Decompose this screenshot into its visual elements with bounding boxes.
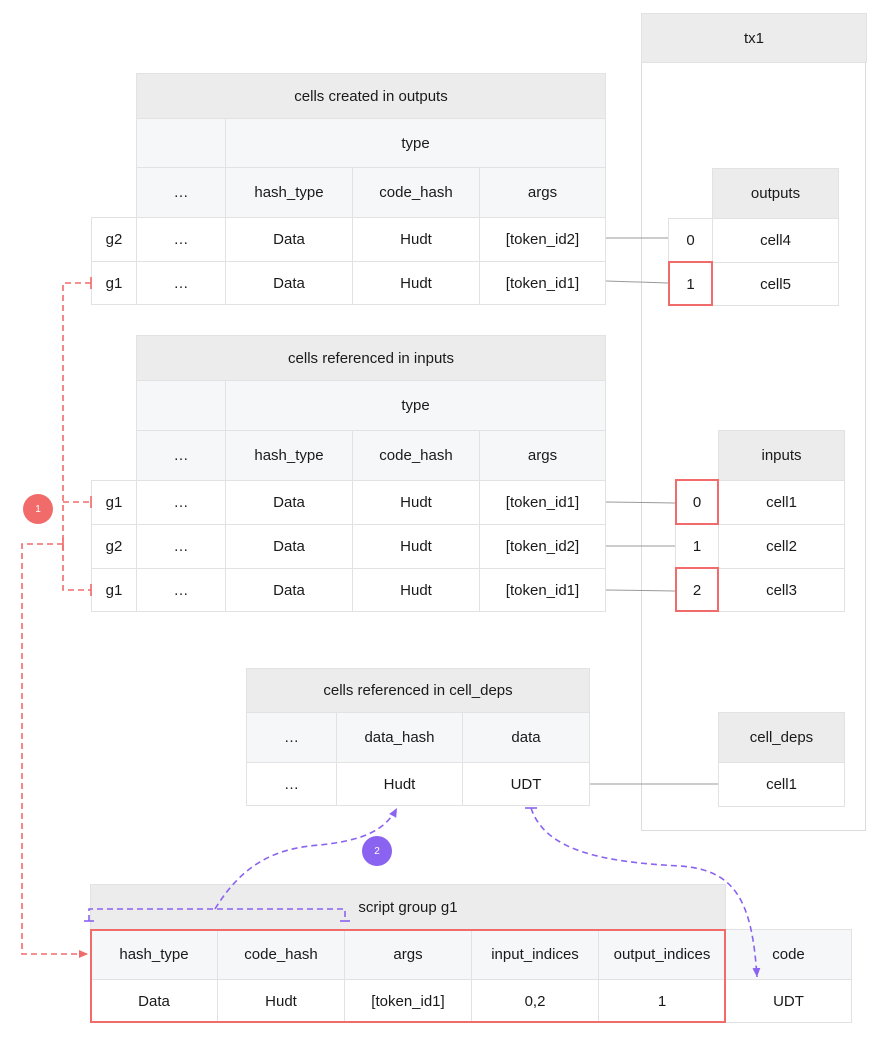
outputs-row-0-ellipsis: … [136, 217, 226, 262]
inputs-table-title: cells referenced in inputs [136, 335, 606, 381]
inputs-row-0-args: [token_id1] [479, 480, 606, 525]
inputs-row-1-hash-type: Data [225, 524, 353, 569]
outputs-table-title: cells created in outputs [136, 73, 606, 119]
outputs-row-1-hash-type: Data [225, 261, 353, 305]
inputs-row-0-ellipsis: … [136, 480, 226, 525]
outputs-table-empty-header [136, 118, 226, 168]
script-group-val-input-indices: 0,2 [471, 979, 599, 1023]
inputs-row-1-ellipsis: … [136, 524, 226, 569]
tx-outputs-header: outputs [712, 168, 839, 219]
script-group-val-hash-type: Data [90, 979, 218, 1023]
cell-deps-col-data-hash: data_hash [336, 712, 463, 763]
tx-cell-deps-cell-0: cell1 [718, 762, 845, 807]
tx-input-index-1: 1 [675, 524, 719, 569]
outputs-row-1-code-hash: Hudt [352, 261, 480, 305]
cell-deps-col-data: data [462, 712, 590, 763]
script-group-col-input-indices: input_indices [471, 929, 599, 980]
script-group-col-hash-type: hash_type [90, 929, 218, 980]
inputs-row-0-group: g1 [91, 480, 137, 525]
cell-deps-table-title: cells referenced in cell_deps [246, 668, 590, 713]
outputs-col-hash-type: hash_type [225, 167, 353, 218]
step-badge-1: 1 [23, 494, 53, 524]
outputs-row-1-ellipsis: … [136, 261, 226, 305]
inputs-row-2-ellipsis: … [136, 568, 226, 612]
inputs-row-1-code-hash: Hudt [352, 524, 480, 569]
tx-input-index-0: 0 [675, 480, 719, 525]
outputs-row-0-group: g2 [91, 217, 137, 262]
script-group-col-args: args [344, 929, 472, 980]
tx-input-cell-0: cell1 [718, 480, 845, 525]
inputs-col-code-hash: code_hash [352, 430, 480, 481]
inputs-row-2-code-hash: Hudt [352, 568, 480, 612]
outputs-row-1-args: [token_id1] [479, 261, 606, 305]
step-badge-2: 2 [362, 836, 392, 866]
tx-input-index-2: 2 [675, 568, 719, 612]
outputs-table-type-header: type [225, 118, 606, 168]
inputs-col-hash-type: hash_type [225, 430, 353, 481]
inputs-col-ellipsis: … [136, 430, 226, 481]
g1-bracket-stem [22, 544, 88, 954]
script-group-col-code-hash: code_hash [217, 929, 345, 980]
code-header: code [725, 929, 852, 980]
tx-cell-deps-header: cell_deps [718, 712, 845, 763]
cell-deps-row-data: UDT [462, 762, 590, 806]
inputs-row-2-args: [token_id1] [479, 568, 606, 612]
inputs-row-0-code-hash: Hudt [352, 480, 480, 525]
inputs-row-0-hash-type: Data [225, 480, 353, 525]
cell-deps-row-ellipsis: … [246, 762, 337, 806]
script-group-col-output-indices: output_indices [598, 929, 726, 980]
script-group-val-output-indices: 1 [598, 979, 726, 1023]
inputs-table-empty-header [136, 380, 226, 431]
tx-output-index-1: 1 [668, 262, 713, 306]
tx-input-cell-1: cell2 [718, 524, 845, 569]
outputs-col-ellipsis: … [136, 167, 226, 218]
tx1-title: tx1 [641, 13, 867, 63]
cell-deps-row-data-hash: Hudt [336, 762, 463, 806]
outputs-row-0-code-hash: Hudt [352, 217, 480, 262]
tx-output-cell-1: cell5 [712, 262, 839, 306]
outputs-row-1-group: g1 [91, 261, 137, 305]
outputs-col-args: args [479, 167, 606, 218]
inputs-row-1-group: g2 [91, 524, 137, 569]
script-group-val-args: [token_id1] [344, 979, 472, 1023]
g1-group-bracket [63, 283, 91, 590]
inputs-row-2-group: g1 [91, 568, 137, 612]
inputs-row-1-args: [token_id2] [479, 524, 606, 569]
cell-deps-col-ellipsis: … [246, 712, 337, 763]
outputs-row-0-args: [token_id2] [479, 217, 606, 262]
code-value: UDT [725, 979, 852, 1023]
tx-output-index-0: 0 [668, 218, 713, 263]
outputs-col-code-hash: code_hash [352, 167, 480, 218]
inputs-col-args: args [479, 430, 606, 481]
inputs-row-2-hash-type: Data [225, 568, 353, 612]
tx1-frame [641, 13, 866, 831]
tx-input-cell-2: cell3 [718, 568, 845, 612]
inputs-table-type-header: type [225, 380, 606, 431]
tx-output-cell-0: cell4 [712, 218, 839, 263]
script-group-title: script group g1 [90, 884, 726, 930]
outputs-row-0-hash-type: Data [225, 217, 353, 262]
script-group-val-code-hash: Hudt [217, 979, 345, 1023]
tx-inputs-header: inputs [718, 430, 845, 481]
